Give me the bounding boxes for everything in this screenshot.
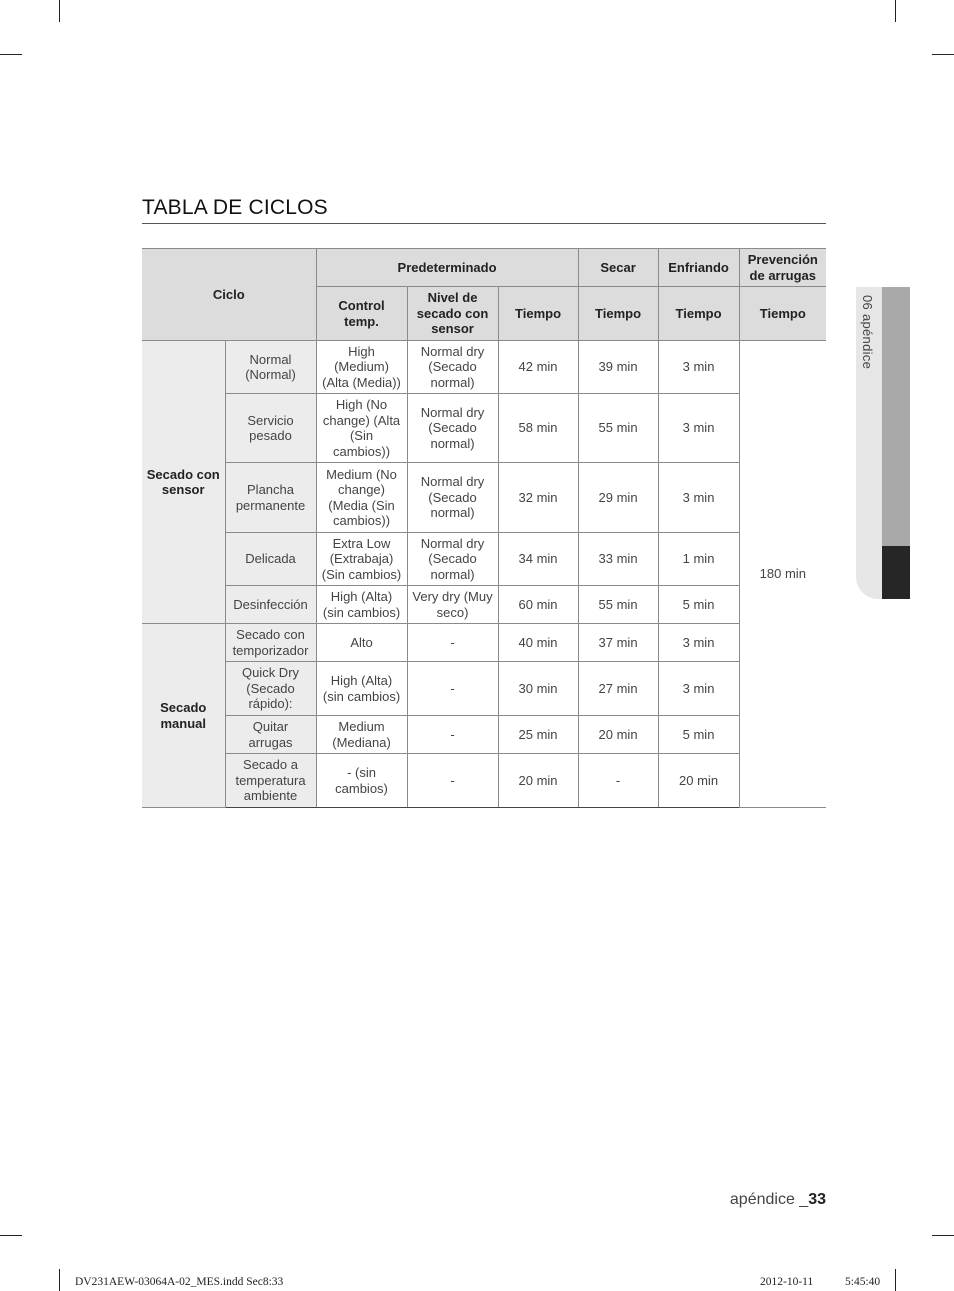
- tiempo-value: 34 min: [498, 533, 578, 586]
- crop-mark: [895, 1269, 896, 1291]
- secar-value: 27 min: [578, 662, 658, 716]
- secar-value: -: [578, 754, 658, 808]
- table-row: [142, 624, 826, 662]
- header-control-temp: Control temp.: [316, 287, 407, 341]
- print-file-info: DV231AEW-03064A-02_MES.indd Sec8:33: [75, 1276, 284, 1288]
- control-temp-value: Medium (No change) (Media (Sin cambios)): [316, 463, 407, 533]
- table-row: [142, 662, 826, 716]
- enfriando-value: 3 min: [658, 624, 739, 662]
- nivel-secado-value: Very dry (Muy seco): [407, 586, 498, 624]
- tiempo-value: 42 min: [498, 341, 578, 394]
- secar-value: 37 min: [578, 624, 658, 662]
- cycle-name: Servicio pesado: [225, 394, 316, 463]
- table-row: [142, 586, 826, 624]
- secar-value: 20 min: [578, 716, 658, 754]
- prevencion-value: 180 min: [739, 341, 826, 808]
- footer-section: apéndice _: [729, 1191, 809, 1208]
- enfriando-value: 3 min: [658, 463, 739, 533]
- nivel-secado-value: Normal dry (Secado normal): [407, 533, 498, 586]
- table-row: [142, 533, 826, 586]
- nivel-secado-value: -: [407, 716, 498, 754]
- crop-mark: [59, 0, 60, 22]
- header-tiempo: Tiempo: [658, 287, 739, 341]
- nivel-secado-value: Normal dry (Secado normal): [407, 394, 498, 463]
- enfriando-value: 3 min: [658, 341, 739, 394]
- control-temp-value: Medium (Mediana): [316, 716, 407, 754]
- cycle-table: [142, 248, 826, 808]
- control-temp-value: Extra Low (Extrabaja) (Sin cambios): [316, 533, 407, 586]
- print-date: 2012-10-11: [760, 1276, 814, 1288]
- table-row: [142, 463, 826, 533]
- nivel-secado-value: Normal dry (Secado normal): [407, 463, 498, 533]
- header-prevencion: Prevención de arrugas: [739, 249, 826, 287]
- group-label: Secado con sensor: [142, 341, 225, 624]
- section-side-tab: [856, 287, 910, 599]
- header-ciclo: Ciclo: [142, 249, 316, 341]
- nivel-secado-value: -: [407, 624, 498, 662]
- control-temp-value: High (Alta) (sin cambios): [316, 662, 407, 716]
- cycle-name: Normal (Normal): [225, 341, 316, 394]
- tiempo-value: 20 min: [498, 754, 578, 808]
- page-number: 33: [808, 1191, 826, 1208]
- cycle-name: Delicada: [225, 533, 316, 586]
- cycle-name: Quitar arrugas: [225, 716, 316, 754]
- header-tiempo: Tiempo: [498, 287, 578, 341]
- tiempo-value: 60 min: [498, 586, 578, 624]
- cycle-name: Secado a temperatura ambiente: [225, 754, 316, 808]
- secar-value: 39 min: [578, 341, 658, 394]
- cycle-name: Secado con temporizador: [225, 624, 316, 662]
- table-row: [142, 341, 826, 394]
- enfriando-value: 5 min: [658, 716, 739, 754]
- crop-mark: [895, 0, 896, 22]
- table-row: [142, 716, 826, 754]
- header-tiempo: Tiempo: [578, 287, 658, 341]
- tiempo-value: 25 min: [498, 716, 578, 754]
- secar-value: 55 min: [578, 394, 658, 463]
- header-secar: Secar: [578, 249, 658, 287]
- control-temp-value: High (Alta) (sin cambios): [316, 586, 407, 624]
- crop-mark: [0, 1235, 22, 1236]
- side-tab-marker: [882, 546, 910, 599]
- nivel-secado-value: -: [407, 662, 498, 716]
- tiempo-value: 40 min: [498, 624, 578, 662]
- control-temp-value: Alto: [316, 624, 407, 662]
- header-nivel-secado: Nivel de secado con sensor: [407, 287, 498, 341]
- table-row: [142, 394, 826, 463]
- crop-mark: [0, 54, 22, 55]
- enfriando-value: 3 min: [658, 394, 739, 463]
- tiempo-value: 32 min: [498, 463, 578, 533]
- crop-mark: [932, 54, 954, 55]
- tiempo-value: 58 min: [498, 394, 578, 463]
- header-tiempo: Tiempo: [739, 287, 826, 341]
- enfriando-value: 5 min: [658, 586, 739, 624]
- crop-mark: [59, 1269, 60, 1291]
- control-temp-value: - (sin cambios): [316, 754, 407, 808]
- secar-value: 33 min: [578, 533, 658, 586]
- enfriando-value: 1 min: [658, 533, 739, 586]
- crop-mark: [932, 1235, 954, 1236]
- group-label: Secado manual: [142, 624, 225, 808]
- control-temp-value: High (No change) (Alta (Sin cambios)): [316, 394, 407, 463]
- cycle-name: Quick Dry (Secado rápido):: [225, 662, 316, 716]
- page-title: TABLA DE CICLOS: [142, 196, 328, 219]
- tiempo-value: 30 min: [498, 662, 578, 716]
- side-tab-label: 06 apéndice: [860, 295, 875, 370]
- secar-value: 29 min: [578, 463, 658, 533]
- side-tab-strip: [882, 287, 910, 546]
- control-temp-value: High (Medium) (Alta (Media)): [316, 341, 407, 394]
- cycle-name: Plancha permanente: [225, 463, 316, 533]
- nivel-secado-value: Normal dry (Secado normal): [407, 341, 498, 394]
- nivel-secado-value: -: [407, 754, 498, 808]
- header-enfriando: Enfriando: [658, 249, 739, 287]
- header-predeterminado: Predeterminado: [316, 249, 578, 287]
- table-row: [142, 754, 826, 808]
- secar-value: 55 min: [578, 586, 658, 624]
- enfriando-value: 3 min: [658, 662, 739, 716]
- page-footer: [730, 1191, 826, 1209]
- title-rule: [142, 223, 826, 224]
- cycle-name: Desinfección: [225, 586, 316, 624]
- enfriando-value: 20 min: [658, 754, 739, 808]
- print-time: 5:45:40: [845, 1276, 881, 1288]
